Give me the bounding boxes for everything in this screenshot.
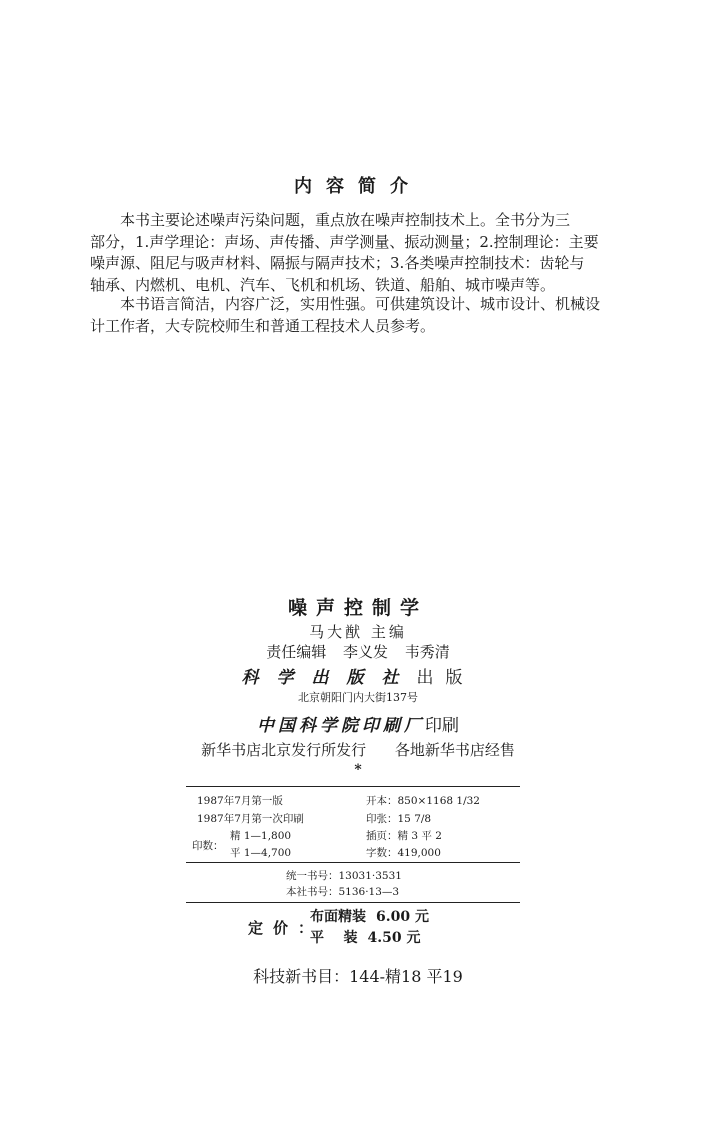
responsible-editor-label: 责任编辑 — [266, 643, 327, 661]
word-count: 字数：419,000 — [366, 847, 441, 859]
intro-paragraph-line: 轴承、内燃机、电机、汽车、飞机和机场、铁道、船舶、城市噪声等。 — [90, 275, 556, 294]
catalog-number — [0, 964, 716, 987]
responsible-editors — [0, 641, 716, 662]
house-book-number: 本社书号：5136·13—3 — [286, 886, 400, 898]
format: 开本：850×1168 1/32 — [366, 795, 480, 807]
divider — [186, 862, 520, 863]
price-hardcover-value: 6.00 元 — [376, 909, 429, 925]
divider — [186, 786, 520, 787]
plates: 插页：精 3 平 2 — [366, 830, 442, 842]
responsible-editor-name: 韦秀清 — [404, 643, 450, 661]
separator-asterisk: * — [354, 762, 362, 778]
print-run-hardcover: 精 1—1,800 — [230, 830, 292, 842]
intro-paragraph-line: 计工作者，大专院校师生和普通工程技术人员参考。 — [90, 316, 436, 335]
price-hardcover-label: 布面精装 — [310, 909, 366, 925]
publisher-name: 科学出版社 — [241, 668, 417, 688]
print-run-label: 印数： — [192, 840, 224, 852]
responsible-editor-name: 李义发 — [342, 643, 388, 661]
book-title: 噪声控制学 — [287, 597, 428, 619]
price-label: 定价： — [248, 919, 324, 937]
intro-paragraph-1 — [90, 210, 599, 296]
printing: 1987年7月第一次印刷 — [197, 813, 304, 825]
intro-paragraph-line: 噪声源、阻尼与吸声材料、隔振与隔声技术；3.各类噪声控制技术：齿轮与 — [90, 254, 585, 272]
sheets: 印张：15 7/8 — [366, 813, 432, 825]
chief-editor: 马大猷 主编 — [309, 623, 407, 641]
intro-paragraph-line: 本书主要论述噪声污染问题，重点放在噪声控制技术上。全书分为三 — [120, 211, 571, 229]
price-paperback-value: 4.50 元 — [367, 930, 421, 946]
edition: 1987年7月第一版 — [197, 795, 283, 807]
printer-line — [0, 711, 716, 736]
intro-paragraph-line: 部分，1.声学理论：声场、声传播、声学测量、振动测量；2.控制理论：主要 — [90, 232, 599, 251]
distribution-line — [0, 739, 716, 760]
seller: 各地新华书店经售 — [394, 741, 515, 759]
price-hardcover — [310, 906, 429, 926]
intro-title: 内容简介 — [294, 176, 422, 197]
print-run-paperback: 平 1—4,700 — [230, 847, 292, 859]
intro-paragraph-line: 本书语言简洁，内容广泛，实用性强。可供建筑设计、城市设计、机械设 — [120, 295, 601, 313]
printer-name: 中国科学院印刷厂 — [257, 716, 425, 736]
printer-suffix: 印刷 — [425, 716, 459, 736]
unified-book-number: 统一书号：13031·3531 — [286, 870, 402, 882]
distributor: 新华书店北京发行所发行 — [201, 741, 367, 759]
price-paperback-label: 平 装 — [310, 930, 358, 946]
divider — [186, 902, 520, 903]
publisher-address: 北京朝阳门内大街137号 — [298, 691, 418, 704]
price-paperback — [310, 927, 420, 947]
publisher-suffix: 出版 — [416, 668, 475, 688]
catalog-number-text: 科技新书目：144-精18 平19 — [253, 967, 463, 986]
intro-paragraph-2 — [90, 294, 601, 337]
publisher-line — [0, 663, 716, 688]
